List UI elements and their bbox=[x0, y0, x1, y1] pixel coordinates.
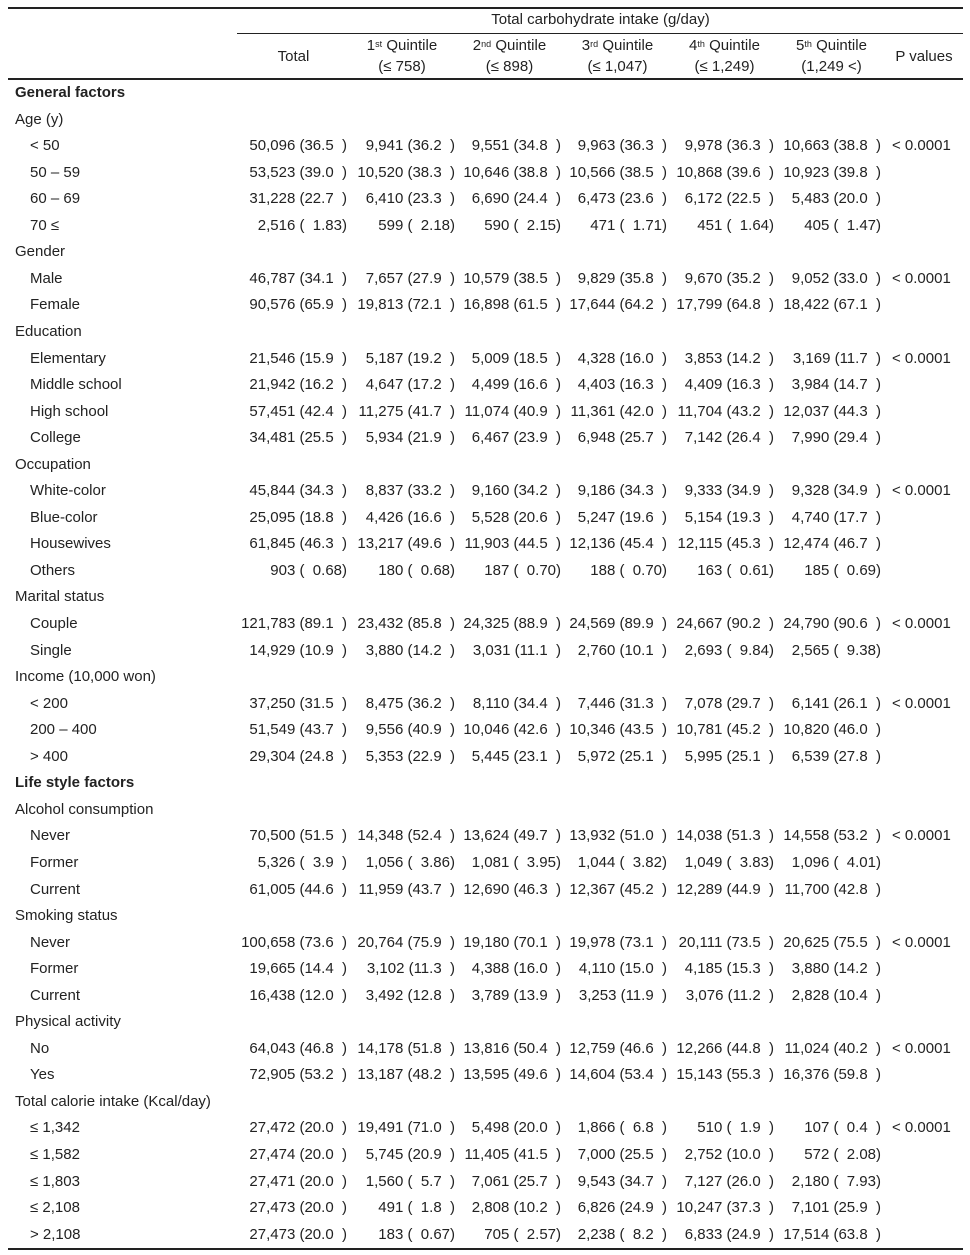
value-cell: 3,169 (11.7 ) bbox=[792, 349, 881, 367]
value-cell: 46,787 (34.1 ) bbox=[249, 269, 347, 287]
value-cell: 11,074 (40.9 ) bbox=[464, 402, 561, 420]
value-cell: 2,752 (10.0 ) bbox=[684, 1146, 774, 1163]
value-cell: 13,595 (49.6 ) bbox=[463, 1066, 561, 1084]
value-cell: 10,566 (38.5 ) bbox=[569, 163, 667, 181]
header-q4: 4th Quintile bbox=[689, 37, 760, 54]
category-label: Smoking status bbox=[15, 907, 118, 925]
value-cell: 6,539 (27.8 ) bbox=[791, 747, 881, 765]
value-cell: 12,115 (45.3 ) bbox=[677, 535, 774, 553]
p-value-cell: < 0.0001 bbox=[892, 933, 951, 951]
row-label: High school bbox=[30, 402, 109, 420]
category-label: Total calorie intake (Kcal/day) bbox=[15, 1092, 211, 1110]
value-cell: 72,905 (53.2 ) bbox=[249, 1066, 347, 1084]
value-cell: 45,844 (34.3 ) bbox=[249, 482, 347, 500]
value-cell: 51,549 (43.7 ) bbox=[249, 721, 347, 739]
value-cell: 7,990 (29.4 ) bbox=[791, 429, 881, 447]
category-label: Age (y) bbox=[15, 110, 64, 128]
p-value-cell: < 0.0001 bbox=[892, 349, 951, 367]
value-cell: 15,143 (55.3 ) bbox=[676, 1066, 774, 1084]
value-cell: 10,346 (43.5 ) bbox=[569, 721, 667, 739]
value-cell: 9,186 (34.3 ) bbox=[577, 482, 667, 500]
value-cell: 8,475 (36.2 ) bbox=[365, 694, 455, 712]
value-cell: 3,031 (11.1 ) bbox=[472, 641, 561, 659]
value-cell: 2,516 ( 1.83) bbox=[257, 216, 347, 234]
value-cell: 9,052 (33.0 ) bbox=[791, 269, 881, 287]
value-cell: 121,783 (89.1 ) bbox=[241, 615, 347, 632]
value-cell: 53,523 (39.0 ) bbox=[249, 163, 347, 181]
value-cell: 10,820 (46.0 ) bbox=[783, 721, 881, 739]
value-cell: 9,328 (34.9 ) bbox=[791, 482, 881, 500]
value-cell: 1,056 ( 3.86) bbox=[365, 853, 455, 871]
value-cell: 19,491 (71.0 ) bbox=[357, 1119, 455, 1137]
p-value-cell: < 0.0001 bbox=[892, 269, 951, 287]
value-cell: 5,934 (21.9 ) bbox=[365, 429, 455, 447]
value-cell: 90,576 (65.9 ) bbox=[249, 296, 347, 314]
value-cell: 25,095 (18.8 ) bbox=[249, 508, 347, 526]
value-cell: 1,081 ( 3.95) bbox=[471, 853, 561, 871]
value-cell: 2,828 (10.4 ) bbox=[791, 986, 881, 1004]
value-cell: 5,353 (22.9 ) bbox=[365, 747, 455, 765]
value-cell: 12,474 (46.7 ) bbox=[783, 535, 881, 553]
category-label: Alcohol consumption bbox=[15, 800, 154, 818]
value-cell: 9,941 (36.2 ) bbox=[365, 137, 455, 155]
value-cell: 4,110 (15.0 ) bbox=[578, 960, 667, 978]
value-cell: 10,046 (42.6 ) bbox=[463, 721, 561, 739]
value-cell: 163 ( 0.61) bbox=[697, 561, 774, 579]
value-cell: 705 ( 2.57) bbox=[484, 1225, 561, 1243]
value-cell: 7,446 (31.3 ) bbox=[577, 694, 667, 712]
value-cell: 4,388 (16.0 ) bbox=[471, 960, 561, 978]
category-label: Physical activity bbox=[15, 1013, 121, 1031]
value-cell: 9,556 (40.9 ) bbox=[365, 721, 455, 739]
row-label: Former bbox=[30, 960, 79, 978]
value-cell: 572 ( 2.08) bbox=[804, 1146, 881, 1163]
value-cell: 5,187 (19.2 ) bbox=[365, 349, 455, 367]
row-label: Housewives bbox=[30, 535, 111, 553]
value-cell: 3,880 (14.2 ) bbox=[791, 960, 881, 978]
value-cell: 510 ( 1.9 ) bbox=[697, 1119, 774, 1137]
value-cell: 1,866 ( 6.8 ) bbox=[577, 1119, 667, 1137]
p-value-cell: < 0.0001 bbox=[892, 1119, 951, 1137]
value-cell: 20,111 (73.5 ) bbox=[678, 933, 774, 951]
row-label: Current bbox=[30, 986, 81, 1004]
value-cell: 5,247 (19.6 ) bbox=[577, 508, 667, 526]
value-cell: 27,473 (20.0 ) bbox=[249, 1225, 347, 1243]
value-cell: 11,903 (44.5 ) bbox=[464, 535, 561, 553]
row-label: Former bbox=[30, 853, 79, 871]
value-cell: 27,472 (20.0 ) bbox=[249, 1119, 347, 1137]
row-label: Middle school bbox=[30, 376, 122, 394]
value-cell: 24,569 (89.9 ) bbox=[569, 615, 667, 632]
row-label: Yes bbox=[30, 1066, 55, 1084]
category-label: Income (10,000 won) bbox=[15, 668, 156, 686]
value-cell: 1,096 ( 4.01) bbox=[791, 853, 881, 871]
category-label: Occupation bbox=[15, 455, 91, 473]
value-cell: 5,498 (20.0 ) bbox=[471, 1119, 561, 1137]
value-cell: 19,665 (14.4 ) bbox=[249, 960, 347, 978]
value-cell: 9,963 (36.3 ) bbox=[577, 137, 667, 155]
row-label: White-color bbox=[30, 482, 106, 500]
row-label: < 50 bbox=[30, 137, 60, 155]
value-cell: 31,228 (22.7 ) bbox=[249, 190, 347, 208]
value-cell: 9,829 (35.8 ) bbox=[577, 269, 667, 287]
value-cell: 903 ( 0.68) bbox=[270, 561, 347, 579]
value-cell: 20,764 (75.9 ) bbox=[357, 933, 455, 951]
value-cell: 405 ( 1.47) bbox=[804, 216, 881, 234]
value-cell: 17,514 (63.8 ) bbox=[783, 1225, 881, 1243]
value-cell: 1,044 ( 3.82) bbox=[577, 853, 667, 871]
value-cell: 107 ( 0.4 ) bbox=[804, 1119, 881, 1137]
value-cell: 9,160 (34.2 ) bbox=[471, 482, 561, 500]
value-cell: 16,376 (59.8 ) bbox=[783, 1066, 881, 1084]
value-cell: 10,868 (39.6 ) bbox=[676, 163, 774, 181]
header-p-values: P values bbox=[895, 48, 953, 65]
p-value-cell: < 0.0001 bbox=[892, 615, 951, 632]
value-cell: 57,451 (42.4 ) bbox=[249, 402, 347, 420]
value-cell: 3,253 (11.9 ) bbox=[578, 986, 667, 1004]
bottom-rule bbox=[8, 1248, 963, 1250]
value-cell: 11,024 (40.2 ) bbox=[784, 1039, 881, 1057]
value-cell: 10,520 (38.3 ) bbox=[357, 163, 455, 181]
row-label: College bbox=[30, 429, 81, 447]
value-cell: 5,009 (18.5 ) bbox=[471, 349, 561, 367]
value-cell: 451 ( 1.64) bbox=[697, 216, 774, 234]
value-cell: 10,579 (38.5 ) bbox=[463, 269, 561, 287]
row-label: ≤ 1,803 bbox=[30, 1172, 80, 1190]
value-cell: 4,647 (17.2 ) bbox=[365, 376, 455, 394]
value-cell: 14,604 (53.4 ) bbox=[569, 1066, 667, 1084]
value-cell: 16,898 (61.5 ) bbox=[463, 296, 561, 314]
row-label: Male bbox=[30, 269, 63, 287]
row-label: 60 – 69 bbox=[30, 190, 81, 208]
value-cell: 13,187 (48.2 ) bbox=[357, 1066, 455, 1084]
value-cell: 6,690 (24.4 ) bbox=[471, 190, 561, 208]
value-cell: 24,790 (90.6 ) bbox=[783, 615, 881, 632]
value-cell: 491 ( 1.8 ) bbox=[378, 1199, 455, 1217]
value-cell: 21,546 (15.9 ) bbox=[249, 349, 347, 367]
value-cell: 4,328 (16.0 ) bbox=[577, 349, 667, 367]
value-cell: 6,467 (23.9 ) bbox=[471, 429, 561, 447]
value-cell: 7,101 (25.9 ) bbox=[791, 1199, 881, 1217]
header-bottom-rule bbox=[8, 78, 963, 80]
value-cell: 27,473 (20.0 ) bbox=[249, 1199, 347, 1217]
value-cell: 4,740 (17.7 ) bbox=[791, 508, 881, 526]
value-cell: 2,808 (10.2 ) bbox=[471, 1199, 561, 1217]
value-cell: 5,483 (20.0 ) bbox=[791, 190, 881, 208]
value-cell: 70,500 (51.5 ) bbox=[249, 827, 347, 845]
value-cell: 19,180 (70.1 ) bbox=[463, 933, 561, 951]
value-cell: 1,049 ( 3.83) bbox=[684, 853, 774, 871]
value-cell: 11,700 (42.8 ) bbox=[784, 880, 881, 898]
row-label: Current bbox=[30, 880, 81, 898]
row-label: > 2,108 bbox=[30, 1225, 81, 1243]
value-cell: 10,923 (39.8 ) bbox=[783, 163, 881, 181]
row-label: No bbox=[30, 1039, 50, 1057]
value-cell: 19,978 (73.1 ) bbox=[569, 933, 667, 951]
row-label: 50 – 59 bbox=[30, 163, 81, 181]
value-cell: 10,247 (37.3 ) bbox=[676, 1199, 774, 1217]
value-cell: 7,078 (29.7 ) bbox=[684, 694, 774, 712]
value-cell: 6,172 (22.5 ) bbox=[684, 190, 774, 208]
value-cell: 14,558 (53.2 ) bbox=[783, 827, 881, 845]
value-cell: 37,250 (31.5 ) bbox=[249, 694, 347, 712]
value-cell: 7,142 (26.4 ) bbox=[684, 429, 774, 447]
value-cell: 20,625 (75.5 ) bbox=[783, 933, 881, 951]
row-label: Couple bbox=[30, 615, 78, 632]
p-value-cell: < 0.0001 bbox=[892, 694, 951, 712]
value-cell: 5,972 (25.1 ) bbox=[577, 747, 667, 765]
value-cell: 4,409 (16.3 ) bbox=[684, 376, 774, 394]
value-cell: 19,813 (72.1 ) bbox=[357, 296, 455, 314]
p-value-cell: < 0.0001 bbox=[892, 137, 951, 155]
value-cell: 12,289 (44.9 ) bbox=[676, 880, 774, 898]
value-cell: 4,499 (16.6 ) bbox=[471, 376, 561, 394]
row-label: 70 ≤ bbox=[30, 216, 60, 234]
value-cell: 3,880 (14.2 ) bbox=[365, 641, 455, 659]
value-cell: 11,704 (43.2 ) bbox=[677, 402, 774, 420]
value-cell: 6,826 (24.9 ) bbox=[577, 1199, 667, 1217]
value-cell: 18,422 (67.1 ) bbox=[783, 296, 881, 314]
header-q2: 2nd Quintile bbox=[472, 37, 547, 54]
row-label: 200 – 400 bbox=[30, 721, 97, 739]
row-label: < 200 bbox=[30, 694, 68, 712]
value-cell: 8,837 (33.2 ) bbox=[365, 482, 455, 500]
row-label: Elementary bbox=[30, 349, 106, 367]
value-cell: 13,624 (49.7 ) bbox=[463, 827, 561, 845]
value-cell: 12,759 (46.6 ) bbox=[569, 1039, 667, 1057]
value-cell: 5,326 ( 3.9 ) bbox=[257, 853, 347, 871]
value-cell: 2,693 ( 9.84) bbox=[684, 641, 774, 659]
section-heading: Life style factors bbox=[15, 774, 135, 792]
row-label: Others bbox=[30, 561, 76, 579]
value-cell: 2,180 ( 7.93) bbox=[791, 1172, 881, 1190]
row-label: ≤ 1,342 bbox=[30, 1119, 80, 1137]
value-cell: 100,658 (73.6 ) bbox=[241, 933, 347, 951]
value-cell: 50,096 (36.5 ) bbox=[249, 137, 347, 155]
header-q3-range: (≤ 1,047) bbox=[587, 58, 648, 75]
value-cell: 12,690 (46.3 ) bbox=[463, 880, 561, 898]
value-cell: 13,217 (49.6 ) bbox=[357, 535, 455, 553]
header-total: Total bbox=[277, 48, 310, 65]
value-cell: 2,565 ( 9.38) bbox=[791, 641, 881, 659]
value-cell: 2,760 (10.1 ) bbox=[577, 641, 667, 659]
value-cell: 29,304 (24.8 ) bbox=[249, 747, 347, 765]
value-cell: 9,551 (34.8 ) bbox=[471, 137, 561, 155]
group-rule bbox=[237, 33, 963, 34]
value-cell: 9,333 (34.9 ) bbox=[684, 482, 774, 500]
header-q1: 1st Quintile bbox=[366, 37, 438, 54]
header-group-title: Total carbohydrate intake (g/day) bbox=[491, 11, 710, 28]
value-cell: 183 ( 0.67) bbox=[378, 1225, 455, 1243]
value-cell: 7,127 (26.0 ) bbox=[684, 1172, 774, 1190]
value-cell: 21,942 (16.2 ) bbox=[249, 376, 347, 394]
value-cell: 3,789 (13.9 ) bbox=[471, 986, 561, 1004]
value-cell: 14,178 (51.8 ) bbox=[357, 1039, 455, 1057]
value-cell: 17,799 (64.8 ) bbox=[676, 296, 774, 314]
value-cell: 27,474 (20.0 ) bbox=[249, 1146, 347, 1163]
header-q5-range: (1,249 <) bbox=[801, 58, 862, 75]
value-cell: 14,348 (52.4 ) bbox=[357, 827, 455, 845]
value-cell: 12,266 (44.8 ) bbox=[676, 1039, 774, 1057]
header-q5: 5th Quintile bbox=[796, 37, 867, 54]
value-cell: 13,816 (50.4 ) bbox=[463, 1039, 561, 1057]
value-cell: 10,663 (38.8 ) bbox=[783, 137, 881, 155]
value-cell: 6,948 (25.7 ) bbox=[577, 429, 667, 447]
value-cell: 188 ( 0.70) bbox=[590, 561, 667, 579]
value-cell: 9,543 (34.7 ) bbox=[577, 1172, 667, 1190]
p-value-cell: < 0.0001 bbox=[892, 827, 951, 845]
value-cell: 2,238 ( 8.2 ) bbox=[577, 1225, 667, 1243]
value-cell: 3,984 (14.7 ) bbox=[791, 376, 881, 394]
top-rule bbox=[8, 7, 963, 9]
value-cell: 14,929 (10.9 ) bbox=[249, 641, 347, 659]
value-cell: 11,405 (41.5 ) bbox=[464, 1146, 561, 1163]
value-cell: 12,037 (44.3 ) bbox=[783, 402, 881, 420]
value-cell: 471 ( 1.71) bbox=[590, 216, 667, 234]
row-label: Never bbox=[30, 827, 71, 845]
value-cell: 185 ( 0.69) bbox=[804, 561, 881, 579]
value-cell: 599 ( 2.18) bbox=[378, 216, 455, 234]
value-cell: 6,833 (24.9 ) bbox=[684, 1225, 774, 1243]
value-cell: 17,644 (64.2 ) bbox=[569, 296, 667, 314]
value-cell: 10,646 (38.8 ) bbox=[463, 163, 561, 181]
category-label: Marital status bbox=[15, 588, 105, 606]
value-cell: 3,102 (11.3 ) bbox=[366, 960, 455, 978]
value-cell: 61,005 (44.6 ) bbox=[249, 880, 347, 898]
value-cell: 14,038 (51.3 ) bbox=[676, 827, 774, 845]
value-cell: 8,110 (34.4 ) bbox=[472, 694, 561, 712]
value-cell: 12,136 (45.4 ) bbox=[569, 535, 667, 553]
value-cell: 5,745 (20.9 ) bbox=[365, 1146, 455, 1163]
value-cell: 6,473 (23.6 ) bbox=[577, 190, 667, 208]
value-cell: 187 ( 0.70) bbox=[484, 561, 561, 579]
value-cell: 9,670 (35.2 ) bbox=[684, 269, 774, 287]
row-label: Blue-color bbox=[30, 508, 98, 526]
value-cell: 16,438 (12.0 ) bbox=[249, 986, 347, 1004]
value-cell: 5,154 (19.3 ) bbox=[684, 508, 774, 526]
category-label: Gender bbox=[15, 243, 66, 261]
value-cell: 13,932 (51.0 ) bbox=[569, 827, 667, 845]
row-label: Single bbox=[30, 641, 72, 659]
value-cell: 7,061 (25.7 ) bbox=[471, 1172, 561, 1190]
value-cell: 4,185 (15.3 ) bbox=[684, 960, 774, 978]
value-cell: 5,528 (20.6 ) bbox=[471, 508, 561, 526]
value-cell: 11,361 (42.0 ) bbox=[570, 402, 667, 420]
value-cell: 11,275 (41.7 ) bbox=[358, 402, 455, 420]
row-label: > 400 bbox=[30, 747, 68, 765]
row-label: ≤ 2,108 bbox=[30, 1199, 80, 1217]
value-cell: 64,043 (46.8 ) bbox=[249, 1039, 347, 1057]
value-cell: 3,492 (12.8 ) bbox=[365, 986, 455, 1004]
value-cell: 4,403 (16.3 ) bbox=[577, 376, 667, 394]
value-cell: 11,959 (43.7 ) bbox=[358, 880, 455, 898]
value-cell: 9,978 (36.3 ) bbox=[684, 137, 774, 155]
header-q2-range: (≤ 898) bbox=[485, 58, 534, 75]
value-cell: 3,853 (14.2 ) bbox=[684, 349, 774, 367]
value-cell: 7,657 (27.9 ) bbox=[365, 269, 455, 287]
value-cell: 590 ( 2.15) bbox=[484, 216, 561, 234]
category-label: Education bbox=[15, 322, 82, 340]
value-cell: 27,471 (20.0 ) bbox=[249, 1172, 347, 1190]
value-cell: 61,845 (46.3 ) bbox=[249, 535, 347, 553]
row-label: Never bbox=[30, 933, 71, 951]
value-cell: 3,076 (11.2 ) bbox=[685, 986, 774, 1004]
header-q3: 3rd Quintile bbox=[581, 37, 654, 54]
value-cell: 34,481 (25.5 ) bbox=[249, 429, 347, 447]
value-cell: 23,432 (85.8 ) bbox=[357, 615, 455, 632]
value-cell: 10,781 (45.2 ) bbox=[676, 721, 774, 739]
p-value-cell: < 0.0001 bbox=[892, 482, 951, 500]
value-cell: 6,410 (23.3 ) bbox=[365, 190, 455, 208]
section-heading: General factors bbox=[15, 84, 126, 101]
value-cell: 5,445 (23.1 ) bbox=[471, 747, 561, 765]
value-cell: 24,325 (88.9 ) bbox=[463, 615, 561, 632]
value-cell: 24,667 (90.2 ) bbox=[676, 615, 774, 632]
value-cell: 5,995 (25.1 ) bbox=[684, 747, 774, 765]
value-cell: 1,560 ( 5.7 ) bbox=[365, 1172, 455, 1190]
value-cell: 6,141 (26.1 ) bbox=[791, 694, 881, 712]
header-q4-range: (≤ 1,249) bbox=[694, 58, 755, 75]
value-cell: 12,367 (45.2 ) bbox=[569, 880, 667, 898]
value-cell: 7,000 (25.5 ) bbox=[577, 1146, 667, 1163]
row-label: Female bbox=[30, 296, 81, 314]
header-q1-range: (≤ 758) bbox=[378, 58, 426, 75]
value-cell: 4,426 (16.6 ) bbox=[365, 508, 455, 526]
row-label: ≤ 1,582 bbox=[30, 1146, 80, 1163]
value-cell: 180 ( 0.68) bbox=[378, 561, 455, 579]
p-value-cell: < 0.0001 bbox=[892, 1039, 951, 1057]
